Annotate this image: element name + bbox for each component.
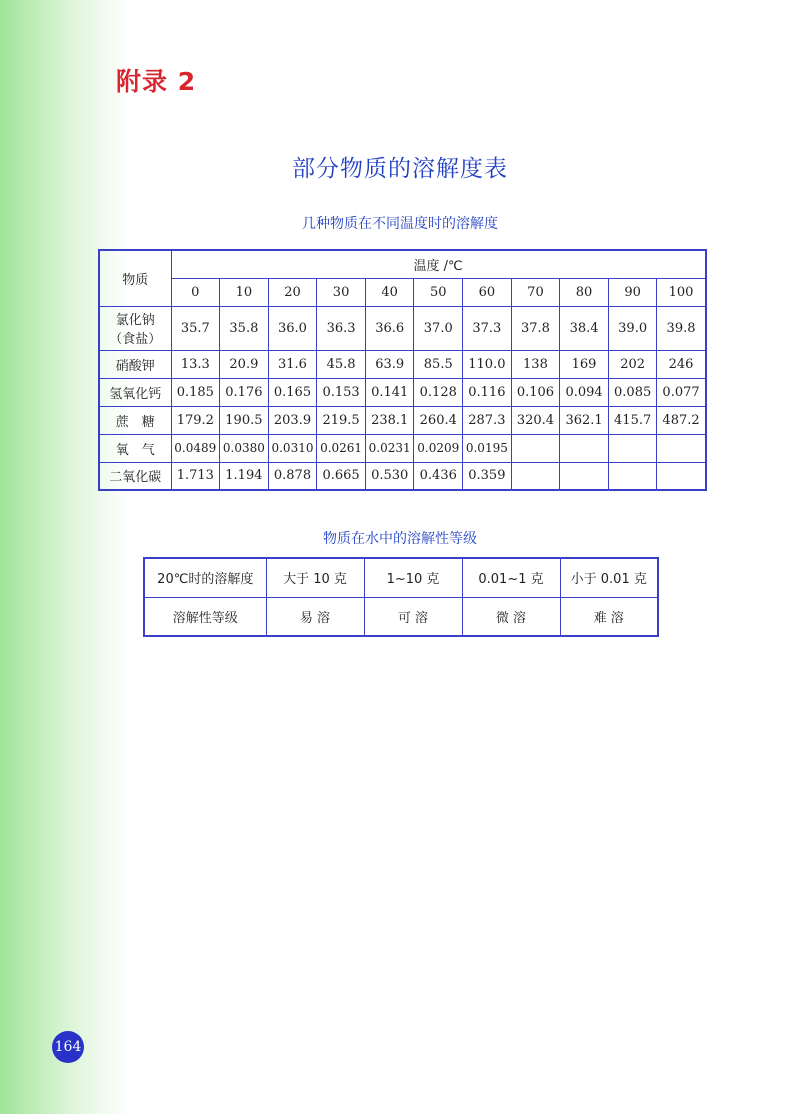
- solubility-value: 0.185: [171, 378, 220, 406]
- temperature-cell: 80: [560, 278, 609, 306]
- temperature-cell: 30: [317, 278, 366, 306]
- table-row: [99, 306, 706, 350]
- solubility-range-cell: 1~10 克: [364, 558, 462, 597]
- solubility-value: 0.359: [463, 462, 512, 490]
- solubility-value: 37.0: [414, 306, 463, 350]
- solubility-value: 0.153: [317, 378, 366, 406]
- temperature-row: [99, 278, 706, 306]
- solubility-value: [560, 434, 609, 462]
- solubility-value: 0.878: [268, 462, 317, 490]
- solubility-value: 138: [511, 350, 560, 378]
- table-row: [99, 406, 706, 434]
- temperature-cell: 20: [268, 278, 317, 306]
- solubility-value: 0.176: [220, 378, 269, 406]
- solubility-value: 0.116: [463, 378, 512, 406]
- temperature-cell: 40: [365, 278, 414, 306]
- solubility-value: 39.8: [657, 306, 706, 350]
- solubility-table: [98, 249, 707, 491]
- page-title: 部分物质的溶解度表: [292, 156, 508, 182]
- solubility-value: 415.7: [608, 406, 657, 434]
- solubility-value: 190.5: [220, 406, 269, 434]
- solubility-range-cell: 大于 10 克: [266, 558, 364, 597]
- solubility-level-cell: 可 溶: [364, 597, 462, 636]
- solubility-value: 37.3: [463, 306, 512, 350]
- substance-name-line: 蔗 糖: [115, 414, 155, 430]
- temperature-cell: 100: [657, 278, 706, 306]
- table-row: [144, 558, 658, 597]
- solubility-level-cell: 微 溶: [462, 597, 560, 636]
- solubility-value: 0.0231: [365, 434, 414, 462]
- solubility-value: 35.7: [171, 306, 220, 350]
- solubility-value: 0.165: [268, 378, 317, 406]
- table2-caption: 物质在水中的溶解性等级: [323, 531, 477, 547]
- temperature-cell: 10: [220, 278, 269, 306]
- substance-name: [99, 378, 171, 406]
- solubility-value: 287.3: [463, 406, 512, 434]
- substance-name-line: 氯化钠: [115, 313, 155, 328]
- substance-name-line: 硝酸钾: [115, 358, 155, 374]
- solubility-value: 0.106: [511, 378, 560, 406]
- table-row: [99, 350, 706, 378]
- substance-name-line: 二氧化碳: [109, 470, 162, 486]
- solubility-value: 0.141: [365, 378, 414, 406]
- substance-name: [99, 406, 171, 434]
- solubility-level-table: [143, 557, 659, 637]
- solubility-20c-label: 20℃时的溶解度: [144, 558, 266, 597]
- solubility-value: 0.0489: [171, 434, 220, 462]
- solubility-value: 362.1: [560, 406, 609, 434]
- solubility-value: 238.1: [365, 406, 414, 434]
- temperature-cell: 0: [171, 278, 220, 306]
- solubility-value: 487.2: [657, 406, 706, 434]
- table-row: [99, 378, 706, 406]
- solubility-value: 38.4: [560, 306, 609, 350]
- substance-name-line: 氧 气: [115, 442, 155, 458]
- solubility-value: [657, 434, 706, 462]
- solubility-level-cell: 难 溶: [560, 597, 658, 636]
- solubility-value: 110.0: [463, 350, 512, 378]
- solubility-value: 37.8: [511, 306, 560, 350]
- temperature-cell: 60: [463, 278, 512, 306]
- temperature-cell: 50: [414, 278, 463, 306]
- solubility-value: [511, 462, 560, 490]
- substance-header: 物质: [99, 250, 171, 306]
- solubility-value: 0.0261: [317, 434, 366, 462]
- solubility-value: [560, 462, 609, 490]
- appendix-heading: 附录 2: [116, 67, 197, 96]
- solubility-value: 0.665: [317, 462, 366, 490]
- substance-name: [99, 350, 171, 378]
- solubility-value: [511, 434, 560, 462]
- solubility-value: 0.094: [560, 378, 609, 406]
- solubility-value: 0.0380: [220, 434, 269, 462]
- solubility-value: 179.2: [171, 406, 220, 434]
- solubility-value: 320.4: [511, 406, 560, 434]
- solubility-value: 202: [608, 350, 657, 378]
- table1-caption: 几种物质在不同温度时的溶解度: [302, 216, 498, 232]
- solubility-value: 0.436: [414, 462, 463, 490]
- solubility-value: 0.085: [608, 378, 657, 406]
- solubility-value: 0.0310: [268, 434, 317, 462]
- solubility-value: 0.128: [414, 378, 463, 406]
- substance-name-line: 氢氧化钙: [109, 386, 162, 402]
- solubility-value: 45.8: [317, 350, 366, 378]
- solubility-value: 1.713: [171, 462, 220, 490]
- solubility-value: [608, 434, 657, 462]
- solubility-value: 35.8: [220, 306, 269, 350]
- substance-name-line: （食盐）: [109, 332, 162, 347]
- substance-name: [99, 306, 171, 350]
- solubility-range-cell: 小于 0.01 克: [560, 558, 658, 597]
- solubility-level-cell: 易 溶: [266, 597, 364, 636]
- substance-name: [99, 434, 171, 462]
- solubility-value: 169: [560, 350, 609, 378]
- solubility-value: 219.5: [317, 406, 366, 434]
- solubility-value: [657, 462, 706, 490]
- solubility-value: 63.9: [365, 350, 414, 378]
- solubility-value: 0.530: [365, 462, 414, 490]
- temperature-cell: 90: [608, 278, 657, 306]
- solubility-value: 20.9: [220, 350, 269, 378]
- solubility-value: 203.9: [268, 406, 317, 434]
- solubility-value: 31.6: [268, 350, 317, 378]
- solubility-level-label: 溶解性等级: [144, 597, 266, 636]
- solubility-value: 13.3: [171, 350, 220, 378]
- solubility-value: 0.077: [657, 378, 706, 406]
- page-number: 164: [52, 1031, 84, 1063]
- table-row: [99, 462, 706, 490]
- solubility-value: 0.0209: [414, 434, 463, 462]
- solubility-value: 1.194: [220, 462, 269, 490]
- solubility-value: 36.0: [268, 306, 317, 350]
- solubility-value: 246: [657, 350, 706, 378]
- solubility-value: 36.6: [365, 306, 414, 350]
- solubility-value: 36.3: [317, 306, 366, 350]
- solubility-value: 85.5: [414, 350, 463, 378]
- table-row: [99, 434, 706, 462]
- temperature-header: 温度 /℃: [171, 250, 706, 278]
- table-row: [144, 597, 658, 636]
- temperature-cell: 70: [511, 278, 560, 306]
- solubility-value: 0.0195: [463, 434, 512, 462]
- solubility-value: 260.4: [414, 406, 463, 434]
- solubility-range-cell: 0.01~1 克: [462, 558, 560, 597]
- solubility-value: [608, 462, 657, 490]
- solubility-value: 39.0: [608, 306, 657, 350]
- substance-name: [99, 462, 171, 490]
